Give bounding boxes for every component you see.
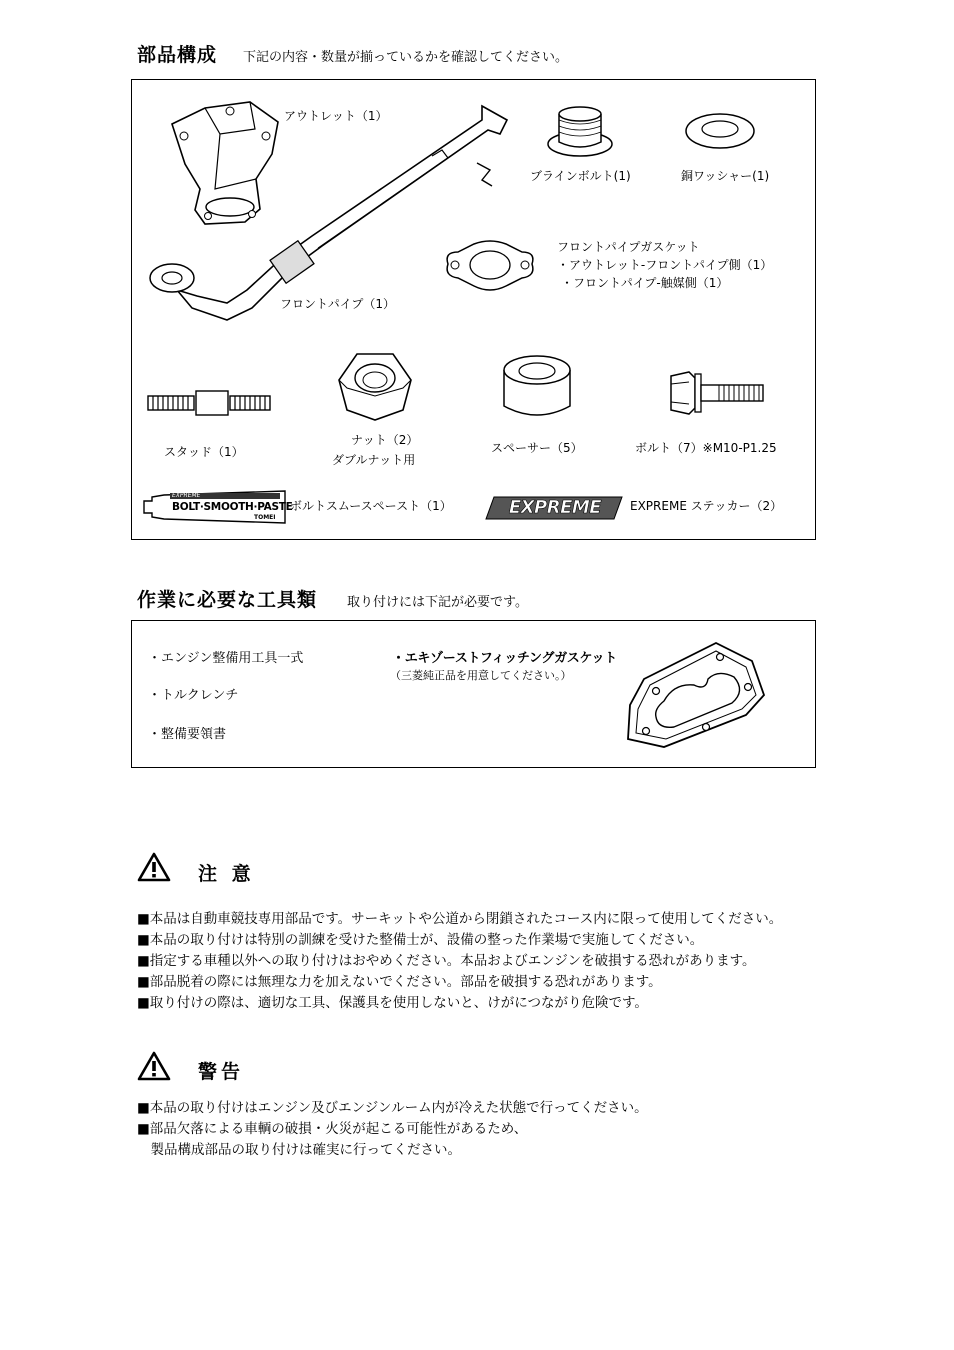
- caution-line-3: ■指定する車種以外への取り付けはおやめください。本品およびエンジンを破損する恐れがあります。: [137, 953, 756, 969]
- caution-line-2: ■本品の取り付けは特別の訓練を受けた整備士が、設備の整った作業場で実施してください。: [137, 932, 704, 948]
- bolt-label: ボルト（7）※M10-P1.25: [635, 441, 777, 455]
- tools-section-title: 作業に必要な工具類: [137, 589, 318, 611]
- exhaust-gasket-illustration: [624, 639, 766, 749]
- caution-title: 注 意: [198, 863, 255, 885]
- copper-washer-illustration: [684, 110, 756, 152]
- paste-maker: TOMEI: [254, 514, 276, 521]
- paste-tube-illustration: [142, 489, 293, 525]
- tool-exhaust-gasket-note: （三菱純正品を用意してください。）: [390, 669, 572, 682]
- warning-line-1: ■本品の取り付けはエンジン及びエンジンルーム内が冷えた状態で行ってください。: [137, 1100, 648, 1116]
- paste-label: ボルトスムースペースト（1）: [290, 499, 452, 513]
- tool-exhaust-gasket: ・エキゾーストフィッチングガスケット: [392, 651, 617, 666]
- sticker-label: EXPREME ステッカー（2）: [630, 499, 783, 513]
- tools-box: [131, 620, 816, 768]
- nut-illustration: [337, 350, 413, 422]
- tool-torque-wrench: ・トルクレンチ: [148, 688, 239, 703]
- parts-box: [131, 79, 816, 540]
- blind-bolt-illustration: [545, 102, 615, 162]
- paste-brand: EXPREME: [172, 492, 201, 499]
- expreme-logo-text: EXPREME: [508, 497, 602, 518]
- spacer-label: スペーサー（5）: [491, 441, 583, 455]
- front-pipe-label: フロントパイプ（1）: [280, 297, 396, 311]
- warning-title: 警告: [198, 1061, 245, 1083]
- warning-triangle-icon: [137, 852, 171, 882]
- paste-name: BOLT·SMOOTH·PASTE: [172, 501, 293, 513]
- front-pipe-gasket-illustration: [438, 238, 542, 298]
- nut-label-line2: ダブルナット用: [332, 453, 416, 467]
- gasket-line2-label: ・フロントパイプ-触媒側（1）: [561, 276, 729, 290]
- bolt-illustration: [667, 370, 767, 416]
- tool-engine-kit: ・エンジン整備用工具一式: [148, 651, 304, 666]
- stud-label: スタッド（1）: [164, 445, 244, 459]
- gasket-line1-label: ・アウトレット-フロントパイプ側（1）: [557, 258, 773, 272]
- parts-section-subtitle: 下記の内容・数量が揃っているかを確認してください。: [243, 50, 569, 65]
- parts-section-title: 部品構成: [137, 44, 218, 66]
- warning-triangle-icon: [137, 1051, 171, 1081]
- tool-service-manual: ・整備要領書: [148, 727, 227, 742]
- blind-bolt-label: ブラインボルト(1): [530, 169, 631, 183]
- caution-line-4: ■部品脱着の際には無理な力を加えないでください。部品を破損する恐れがあります。: [137, 974, 662, 990]
- stud-illustration: [146, 388, 272, 418]
- outlet-label: アウトレット（1）: [284, 109, 388, 123]
- spacer-illustration: [500, 352, 574, 422]
- expreme-logo: [486, 495, 622, 521]
- nut-label-line1: ナット（2）: [351, 433, 419, 447]
- caution-line-5: ■取り付けの際は、適切な工具、保護具を使用しないと、けがにつながり危険です。: [137, 995, 648, 1011]
- warning-line-2: ■部品欠落による車輌の破損・火災が起こる可能性があるため、: [137, 1121, 528, 1137]
- tools-section-subtitle: 取り付けには下記が必要です。: [347, 595, 528, 610]
- warning-line-3: 製品構成部品の取り付けは確実に行ってください。: [137, 1142, 461, 1158]
- gasket-title-label: フロントパイプガスケット: [557, 240, 700, 254]
- caution-line-1: ■本品は自動車競技専用部品です。サーキットや公道から閉鎖されたコース内に限って使用してください。: [137, 911, 783, 927]
- copper-washer-label: 銅ワッシャー(1): [681, 169, 770, 183]
